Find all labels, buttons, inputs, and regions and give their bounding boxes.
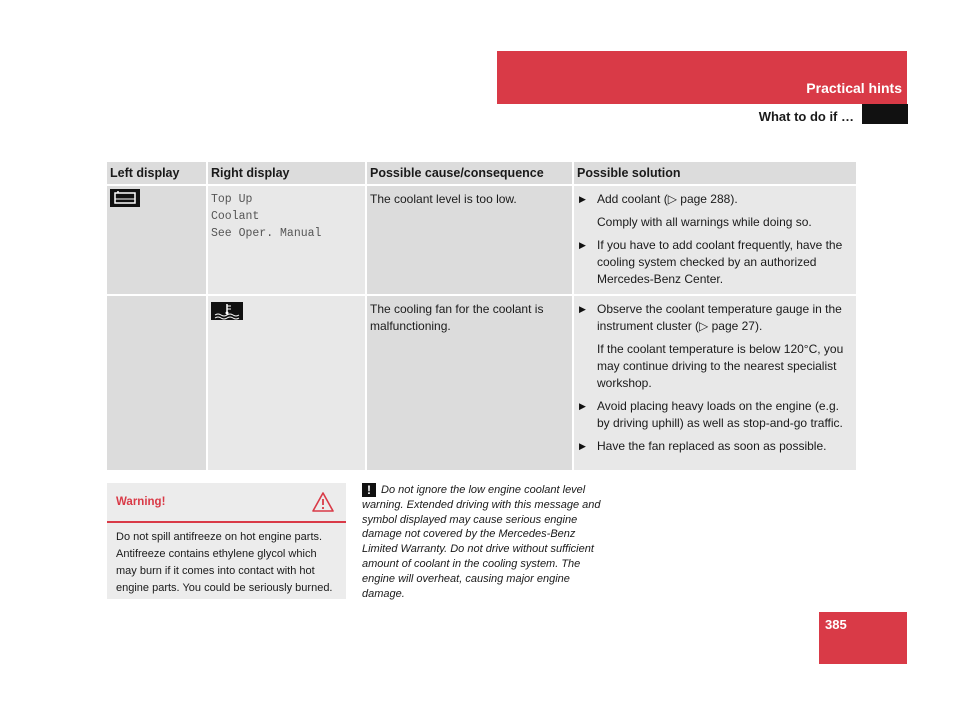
- coolant-temperature-icon: [211, 302, 243, 320]
- table-header-row: [107, 162, 856, 185]
- cause-cell: The cooling fan for the coolant is malfunctioning.: [366, 295, 573, 471]
- page-number-box: [819, 612, 907, 664]
- solution-item: ▶ Have the fan replaced as soon as possible.: [577, 438, 853, 455]
- solution-item: Comply with all warnings while doing so.: [597, 215, 812, 229]
- solution-cell: [573, 185, 856, 295]
- warning-triangle-icon: [312, 492, 334, 517]
- note-text: Do not ignore the low engine coolant level warning. Extended driving with this message and symbol displayed may cause serious engine damage not covered by the Mercedes-Benz Limited Warranty. Do not drive without sufficient amount of coolant in the cooling system. The engine will overheat, causing major engine damage.: [362, 484, 601, 600]
- display-text-line: Top Up: [211, 193, 253, 206]
- page-number: 385: [825, 617, 847, 632]
- coolant-level-display-icon: [110, 189, 140, 207]
- header-marker: [862, 104, 908, 124]
- subsection-title: What to do if …: [758, 109, 854, 124]
- right-display-cell: [207, 295, 366, 471]
- table-row: [107, 185, 856, 295]
- column-header-cause: Possible cause/consequence: [366, 162, 573, 185]
- solution-item: If the coolant temperature is below 120°C, you may continue driving to the nearest specialist workshop.: [597, 342, 844, 390]
- display-text-line: See Oper. Manual: [211, 227, 322, 240]
- display-text-line: Coolant: [211, 210, 260, 223]
- solution-cell: [573, 295, 856, 471]
- column-header-right-display: Right display: [207, 162, 366, 185]
- warning-title: Warning!: [116, 496, 166, 508]
- column-header-solution: Possible solution: [573, 162, 856, 185]
- table-row: [107, 295, 856, 471]
- warning-box: [107, 483, 346, 599]
- note-block: [362, 483, 602, 601]
- display-messages-table: [107, 162, 856, 472]
- solution-item: ▶ Add coolant (▷ page 288).: [577, 191, 853, 208]
- solution-item: ▶ Observe the coolant temperature gauge in the instrument cluster (▷ page 27).: [577, 301, 853, 335]
- section-title: Practical hints: [806, 80, 902, 96]
- solution-item: ▶ Avoid placing heavy loads on the engine (e.g. by driving uphill) as well as stop-and-go traffic.: [577, 398, 853, 432]
- cause-cell: The coolant level is too low.: [366, 185, 573, 295]
- solution-item: ▶ If you have to add coolant frequently, have the cooling system checked by an authorized Mercedes-Benz Center.: [577, 237, 853, 288]
- left-display-cell: [107, 295, 207, 471]
- column-header-left-display: Left display: [107, 162, 207, 185]
- left-display-cell: [107, 185, 207, 295]
- warning-header: [107, 483, 346, 523]
- header-band: [497, 51, 907, 104]
- warning-text: Do not spill antifreeze on hot engine parts. Antifreeze contains ethylene glycol which may burn if it comes into contact with hot engine parts. You could be seriously burned.: [116, 531, 333, 594]
- right-display-cell: [207, 185, 366, 295]
- exclamation-icon: !: [362, 483, 376, 497]
